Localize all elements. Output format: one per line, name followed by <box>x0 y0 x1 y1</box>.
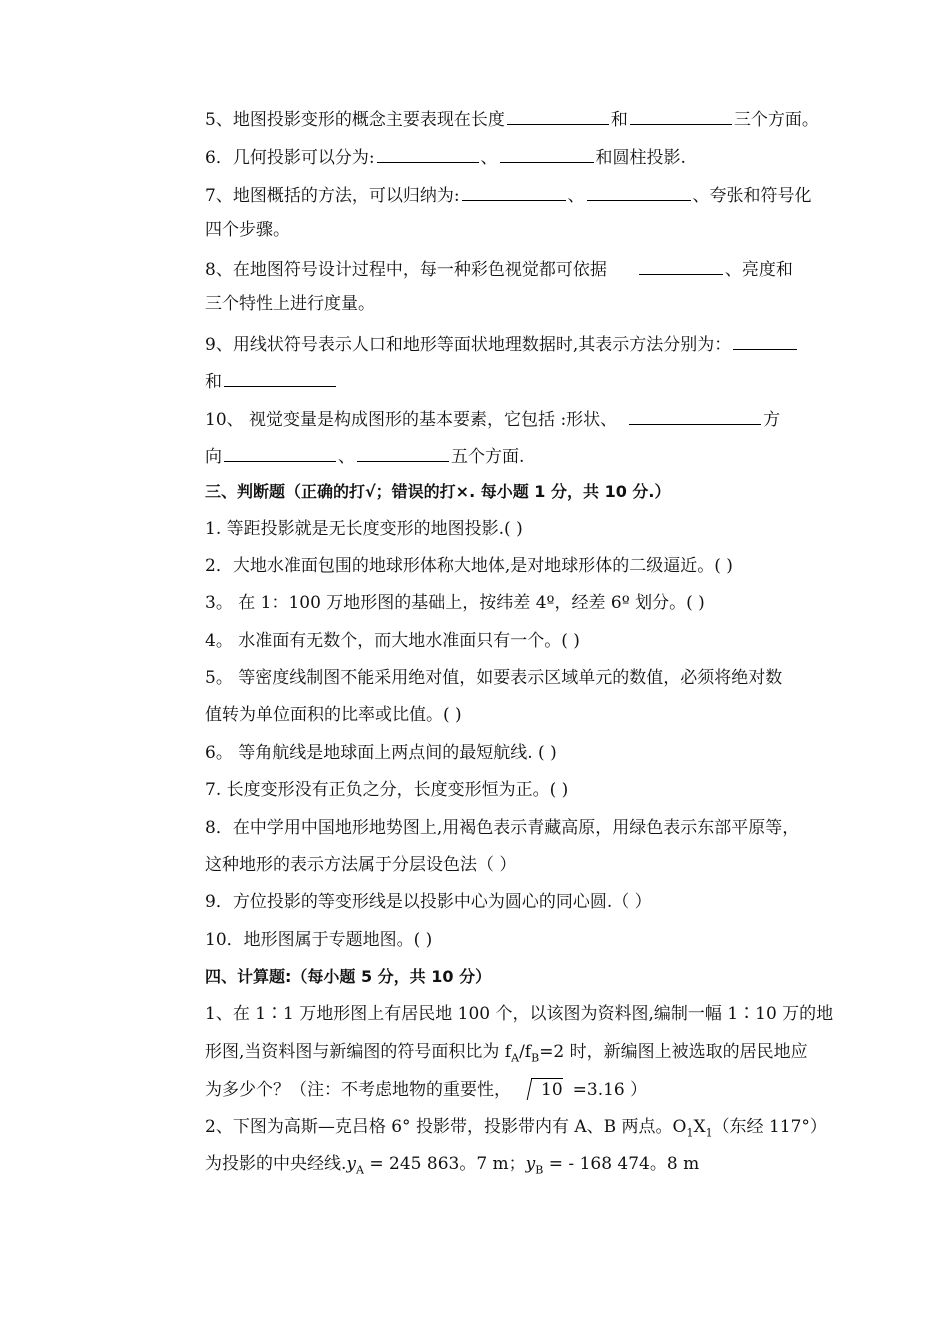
calc-q1-line2 <box>205 1041 808 1069</box>
subscript: B <box>535 1163 544 1177</box>
q9-text-2: 和 <box>205 372 222 392</box>
q5-blank-1[interactable] <box>507 106 609 125</box>
q7-text-3: 、夸张和符号化 <box>692 186 812 206</box>
subscript: A <box>511 1051 520 1065</box>
q10-blank-1[interactable] <box>629 406 761 425</box>
q7-text-2: 、 <box>567 186 585 206</box>
judge-item: 5。 等密度线制图不能采用绝对值，如要表示区域单元的数值，必须将绝对数 <box>205 668 783 688</box>
calc-q2-text: = - 168 474。8 m <box>543 1154 700 1174</box>
q7-text: 7、地图概括的方法，可以归纳为: <box>205 186 460 206</box>
calc-q2-line1 <box>205 1116 827 1144</box>
variable-y: y <box>525 1154 536 1174</box>
judge-item: 9．方位投影的等变形线是以投影中心为圆心的同心圆.（ ） <box>205 892 652 912</box>
q6-blank-2[interactable] <box>500 144 594 163</box>
q10-text-4: 、 <box>338 447 355 467</box>
calc-q2-text: X <box>693 1117 706 1137</box>
question-8 <box>205 256 793 281</box>
radicand: 10 <box>541 1080 563 1100</box>
q6-text-3: 和圆柱投影. <box>595 148 686 168</box>
subscript: A <box>356 1163 364 1177</box>
section-heading-judge: 三、判断题（正确的打√；错误的打×. 每小题 1 分，共 10 分.） <box>205 482 671 501</box>
q10-text-2: 方 <box>763 410 781 430</box>
judge-item: 值转为单位面积的比率或比值。( ) <box>205 705 462 725</box>
q10-blank-3[interactable] <box>357 443 449 462</box>
calc-q1-line1: 1、在 1∶1 万地形图上有居民地 100 个，以该图为资料图,编制一幅 1∶10 万的地 <box>205 1004 834 1024</box>
q9-text: 9、用线状符号表示人口和地形等面状地理数据时,其表示方法分别为： <box>205 335 732 355</box>
judge-item: 3。 在 1：100 万地形图的基础上，按纬差 4º，经差 6º 划分。( ) <box>205 593 705 613</box>
q7-blank-1[interactable] <box>462 182 566 201</box>
question-10 <box>205 406 780 431</box>
q6-blank-1[interactable] <box>377 144 479 163</box>
square-root-symbol <box>531 1078 563 1101</box>
subscript: 1 <box>705 1126 713 1140</box>
variable-y: y <box>346 1154 357 1174</box>
question-6 <box>205 144 686 169</box>
calc-q2-text: = 245 863。7 m； <box>363 1154 526 1174</box>
q10-text: 10、 视觉变量是构成图形的基本要素，它包括 :形状、 <box>205 410 618 430</box>
calc-q2-text: （东经 117°） <box>712 1117 827 1137</box>
section-heading-calc: 四、计算题:（每小题 5 分，共 10 分） <box>205 967 492 986</box>
q9-blank-1[interactable] <box>733 331 797 350</box>
calc-q1-text: =3.16 ） <box>572 1080 648 1100</box>
q10-text-5: 五个方面. <box>451 447 525 467</box>
subscript: B <box>531 1051 540 1065</box>
q5-text-3: 三个方面。 <box>733 110 819 130</box>
calc-q2-line2 <box>205 1153 699 1181</box>
question-9-cont <box>205 368 338 393</box>
q8-text-3: 三个特性上进行度量。 <box>205 294 375 314</box>
q10-text-3: 向 <box>205 447 222 467</box>
q5-blank-2[interactable] <box>630 106 732 125</box>
judge-item: 8．在中学用中国地形地势图上,用褐色表示青藏高原，用绿色表示东部平原等， <box>205 818 800 838</box>
judge-item: 2．大地水准面包围的地球形体称大地体,是对地球形体的二级逼近。( ) <box>205 556 733 576</box>
q7-text-4: 四个步骤。 <box>205 220 290 240</box>
judge-item: 4。 水准面有无数个，而大地水准面只有一个。( ) <box>205 631 580 651</box>
judge-item: 这种地形的表示方法属于分层设色法（ ） <box>205 855 517 875</box>
question-9 <box>205 331 799 356</box>
calc-q1-text: 形图,当资料图与新编图的符号面积比为 f <box>205 1042 512 1062</box>
q9-blank-2[interactable] <box>224 368 336 387</box>
question-7-cont <box>205 219 290 241</box>
judge-item: 1. 等距投影就是无长度变形的地图投影.( ) <box>205 519 523 539</box>
question-8-cont <box>205 293 375 315</box>
calc-q1-line3 <box>205 1078 647 1101</box>
judge-item: 10．地形图属于专题地图。( ) <box>205 930 433 950</box>
calc-q1-text: /f <box>519 1042 532 1062</box>
question-5 <box>205 106 819 131</box>
q8-blank-1[interactable] <box>639 256 723 275</box>
question-10-cont <box>205 443 524 468</box>
question-7 <box>205 182 812 207</box>
q6-text-2: 、 <box>480 148 498 168</box>
calc-q1-text: 为多少个？（注：不考虑地物的重要性， <box>205 1080 511 1100</box>
q5-text-2: 和 <box>610 110 628 130</box>
calc-q2-text: 2、下图为高斯—克吕格 6° 投影带，投影带内有 A、B 两点。O <box>205 1117 687 1137</box>
subscript: 1 <box>686 1126 694 1140</box>
q5-text: 5、地图投影变形的概念主要表现在长度 <box>205 110 505 130</box>
calc-q1-text: =2 时，新编图上被选取的居民地应 <box>539 1042 808 1062</box>
q6-text: 6．几何投影可以分为: <box>205 148 375 168</box>
q8-text-2: 、亮度和 <box>724 260 793 280</box>
q8-text: 8、在地图符号设计过程中，每一种彩色视觉都可依据 <box>205 260 607 280</box>
calc-q2-text: 为投影的中央经线. <box>205 1154 347 1174</box>
q7-blank-2[interactable] <box>587 182 691 201</box>
judge-item: 7. 长度变形没有正负之分，长度变形恒为正。( ) <box>205 780 569 800</box>
judge-item: 6。 等角航线是地球面上两点间的最短航线. ( ) <box>205 743 557 763</box>
q10-blank-2[interactable] <box>224 443 336 462</box>
